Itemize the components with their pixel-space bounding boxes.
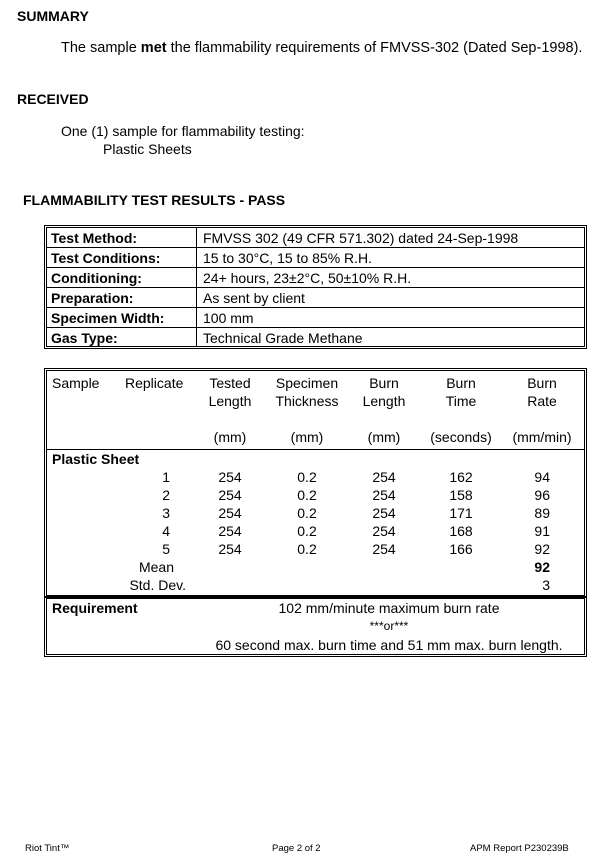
requirement-label: Requirement [52, 600, 138, 616]
summary-result: met [140, 40, 167, 56]
burn-time-cell: 171 [449, 505, 473, 521]
header-replicate: Replicate [125, 375, 184, 391]
test-conditions-value: 15 to 30°C, 15 to 85% R.H. [197, 248, 585, 268]
received-line-1: One (1) sample for flammability testing: [61, 123, 305, 139]
footer-report-id: APM Report P230239B [470, 843, 569, 854]
summary-heading: SUMMARY [17, 8, 89, 24]
test-info-row [47, 248, 584, 268]
summary-text [61, 40, 582, 56]
header-burn-length-line2: Length [362, 393, 406, 409]
header-burn-length-line1: Burn [369, 375, 399, 391]
header-burn-time-line2: Time [445, 393, 477, 409]
header-thickness-line2: Thickness [275, 393, 339, 409]
test-info-row [47, 288, 584, 308]
header-burn-length [354, 374, 414, 410]
burn-length-cell: 254 [372, 505, 396, 521]
header-sample: Sample [52, 375, 100, 391]
mean-label: Mean [138, 559, 174, 575]
header-burn-time-line1: Burn [446, 375, 476, 391]
burn-time-cell: 162 [449, 469, 473, 485]
requirement-line-1: 102 mm/minute maximum burn rate [278, 600, 500, 616]
burn-length-cell: 254 [372, 541, 396, 557]
sample-name: Plastic Sheet [52, 451, 140, 467]
test-info-row [47, 328, 584, 348]
header-tested-length-line2: Length [208, 393, 252, 409]
std-dev-value: 3 [542, 577, 550, 593]
specimen-width-label: Specimen Width: [47, 308, 197, 328]
burn-rate-cell: 91 [534, 523, 550, 539]
mean-value: 92 [534, 559, 550, 575]
std-dev-label: Std. Dev. [129, 577, 186, 593]
replicate-cell: 5 [162, 541, 170, 557]
burn-length-cell: 254 [372, 487, 396, 503]
header-thickness [270, 374, 344, 410]
test-method-label: Test Method: [47, 228, 197, 248]
unit-burn-rate: (mm/min) [512, 429, 572, 445]
replicate-cell: 3 [162, 505, 170, 521]
requirement-or: ***or*** [369, 619, 409, 633]
footer-client: Riot Tint™ [25, 843, 70, 854]
unit-burn-time: (seconds) [430, 429, 492, 445]
received-line-2: Plastic Sheets [103, 141, 192, 157]
summary-text-start: The sample [61, 40, 141, 56]
summary-text-end: the flammability requirements of FMVSS-302 (Dated Sep-1998). [166, 40, 583, 56]
tested-length-cell: 254 [218, 541, 242, 557]
burn-length-cell: 254 [372, 523, 396, 539]
header-burn-rate-line1: Burn [527, 375, 557, 391]
header-tested-length-line1: Tested [209, 375, 251, 391]
tested-length-cell: 254 [218, 469, 242, 485]
burn-rate-cell: 92 [534, 541, 550, 557]
burn-rate-cell: 96 [534, 487, 550, 503]
header-burn-time [430, 374, 492, 410]
results-heading: FLAMMABILITY TEST RESULTS - PASS [23, 192, 286, 208]
unit-thickness: (mm) [290, 429, 324, 445]
footer-page-number: Page 2 of 2 [272, 843, 321, 854]
gas-type-value: Technical Grade Methane [203, 329, 363, 346]
preparation-value: As sent by client [197, 288, 585, 308]
specimen-width-value: 100 mm [197, 308, 585, 328]
test-info-row [47, 268, 584, 288]
thickness-cell: 0.2 [297, 469, 317, 485]
test-info-row [47, 228, 584, 248]
tested-length-cell: 254 [218, 523, 242, 539]
thickness-cell: 0.2 [297, 505, 317, 521]
burn-rate-cell: 89 [534, 505, 550, 521]
tested-length-cell: 254 [218, 487, 242, 503]
header-thickness-line1: Specimen [275, 375, 339, 391]
thickness-cell: 0.2 [297, 523, 317, 539]
replicate-cell: 4 [162, 523, 170, 539]
thickness-cell: 0.2 [297, 487, 317, 503]
burn-time-cell: 158 [449, 487, 473, 503]
header-tested-length [199, 374, 261, 410]
burn-time-cell: 168 [449, 523, 473, 539]
gas-type-label: Gas Type: [47, 328, 197, 348]
burn-length-cell: 254 [372, 469, 396, 485]
header-burn-rate [510, 374, 574, 410]
burn-time-cell: 166 [449, 541, 473, 557]
replicate-cell: 2 [162, 487, 170, 503]
conditioning-value: 24+ hours, 23±2°C, 50±10% R.H. [197, 268, 585, 288]
test-method-value: FMVSS 302 (49 CFR 571.302) dated 24-Sep-1998 [197, 228, 585, 248]
test-info-table [47, 228, 584, 347]
test-conditions-label: Test Conditions: [47, 248, 197, 268]
conditioning-label: Conditioning: [47, 268, 197, 288]
thickness-cell: 0.2 [297, 541, 317, 557]
test-info-row [47, 308, 584, 328]
unit-tested-length: (mm) [213, 429, 247, 445]
preparation-label: Preparation: [47, 288, 197, 308]
burn-rate-cell: 94 [534, 469, 550, 485]
requirement-line-3: 60 second max. burn time and 51 mm max. burn length. [215, 637, 563, 653]
unit-burn-length: (mm) [367, 429, 401, 445]
results-header-divider [47, 449, 584, 450]
received-heading: RECEIVED [17, 91, 89, 107]
tested-length-cell: 254 [218, 505, 242, 521]
replicate-cell: 1 [162, 469, 170, 485]
header-burn-rate-line2: Rate [527, 393, 557, 409]
